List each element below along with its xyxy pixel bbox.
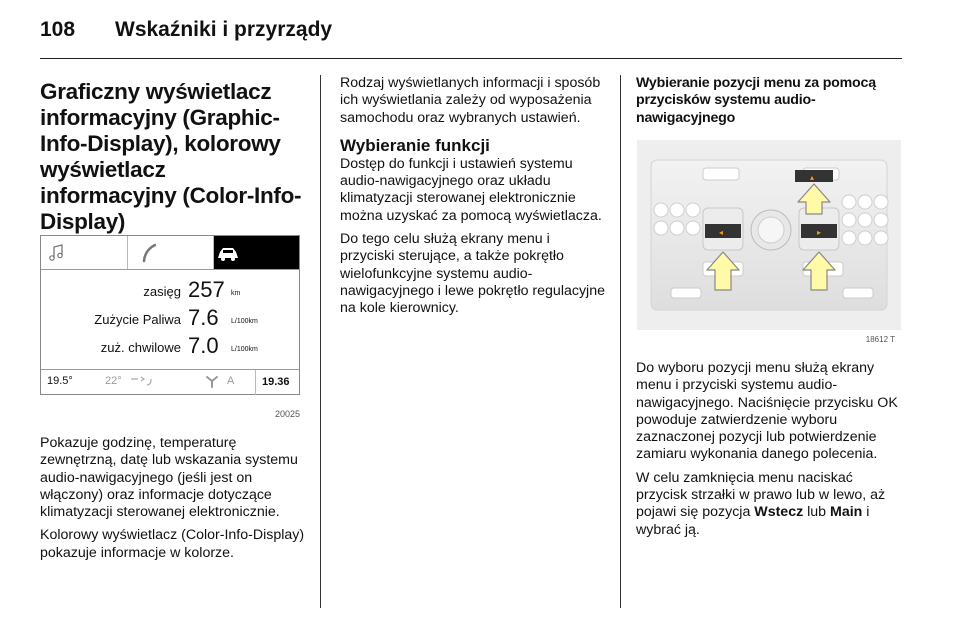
page-number: 108 bbox=[40, 18, 76, 41]
column-3 bbox=[636, 75, 904, 127]
display-tab-bar bbox=[41, 236, 299, 270]
fuel-consumption-value: 7.6 bbox=[188, 305, 219, 330]
keyword-back: Wstecz bbox=[754, 504, 804, 521]
audio-nav-controls-figure bbox=[637, 140, 901, 352]
instant-consumption-unit: L/100km bbox=[231, 346, 258, 353]
header-rule bbox=[40, 58, 902, 59]
range-label: zasięg bbox=[143, 284, 181, 299]
section-heading: Wybieranie funkcji bbox=[340, 135, 490, 155]
section-heading: Wybieranie pozycji menu za pomocą przycisków systemu audio-nawigacyjnego bbox=[636, 75, 876, 126]
fuel-consumption-unit: L/100km bbox=[231, 318, 258, 325]
range-value: 257 bbox=[188, 277, 225, 302]
svg-text:◂: ◂ bbox=[719, 228, 724, 237]
paragraph: Do wyboru pozycji menu służą ekrany menu i przyciski systemu audio-nawigacyjnego. Naciśnięcie przycisku OK powoduje zatwierdzenie wyboru zaznaczonej pozycji lub potwierdzenie zamiaru wykonania danego polecenia. bbox=[636, 360, 898, 463]
text-run: lub bbox=[803, 504, 831, 521]
section-title: Graficzny wyświetlacz informacyjny (Graphic-Info-Display), kolorowy wyświetlacz informacyjny (Color-Info-Display) bbox=[40, 79, 302, 234]
set-temperature: 22° bbox=[105, 375, 122, 387]
paragraph: Kolorowy wyświetlacz (Color-Info-Display) pokazuje informacje w kolorze. bbox=[40, 527, 305, 561]
figure-number: 20025 bbox=[274, 409, 300, 419]
radio-panel-illustration bbox=[637, 140, 901, 352]
fuel-consumption-label: Zużycie Paliwa bbox=[94, 312, 181, 327]
airflow-icon bbox=[129, 373, 155, 389]
vehicle-tab bbox=[214, 236, 299, 269]
page-header bbox=[40, 10, 920, 50]
chapter-title: Wskaźniki i przyrządy bbox=[115, 18, 333, 41]
instant-consumption-value: 7.0 bbox=[188, 333, 219, 358]
fan-icon bbox=[204, 374, 220, 388]
outside-temperature: 19.5° bbox=[47, 375, 73, 387]
column-divider bbox=[320, 75, 321, 608]
paragraph: Dostęp do funkcji i ustawień systemu audio-nawigacyjnego oraz układu klimatyzacji sterowanej elektronicznie można uzyskać za pomocą wyświetlacza. bbox=[340, 155, 602, 224]
music-note-icon bbox=[41, 236, 127, 269]
display-status-bar bbox=[41, 369, 299, 395]
paragraph bbox=[636, 470, 904, 539]
instant-consumption-row bbox=[41, 330, 299, 360]
keyword-main: Main bbox=[830, 504, 863, 521]
phone-icon bbox=[128, 236, 213, 269]
clock: 19.36 bbox=[255, 370, 302, 395]
display-screen bbox=[40, 235, 300, 395]
column-2 bbox=[340, 75, 605, 324]
column-divider bbox=[620, 75, 621, 608]
phone-tab bbox=[128, 236, 214, 269]
figure-number: 18612 T bbox=[865, 335, 895, 344]
fuel-consumption-row bbox=[41, 302, 299, 332]
instant-consumption-label: zuż. chwilowe bbox=[100, 340, 181, 355]
music-tab bbox=[41, 236, 128, 269]
svg-text:▸: ▸ bbox=[817, 228, 822, 237]
column-1 bbox=[40, 75, 305, 235]
svg-text:▴: ▴ bbox=[810, 173, 815, 182]
ac-mode: A bbox=[227, 375, 235, 387]
car-icon bbox=[214, 236, 299, 269]
text-run: i wybrać ją. bbox=[636, 504, 870, 538]
column-1-text bbox=[40, 435, 305, 568]
text-run: W celu zamknięcia menu naciskać przycisk strzałki w prawo lub w lewo, aż pojawi się pozycja bbox=[636, 469, 886, 521]
range-unit: km bbox=[231, 290, 241, 297]
info-display-figure bbox=[40, 212, 302, 424]
column-3-text bbox=[636, 360, 904, 545]
paragraph: Rodzaj wyświetlanych informacji i sposób ich wyświetlania zależy od wyposażenia samochodu oraz wybranych ustawień. bbox=[340, 75, 601, 126]
paragraph: Pokazuje godzinę, temperaturę zewnętrzną, datę lub wskazania systemu audio-nawigacyjnego (jeśli jest on włączony) oraz informacje dotyczące klimatyzacji sterowanej elektronicznie. bbox=[40, 435, 298, 521]
paragraph: Do tego celu służą ekrany menu i przyciski sterujące, a także pokrętło wielofunkcyjne systemu audio-nawigacyjnego i lewe pokrętło regulacyjne na kole kierownicy. bbox=[340, 231, 605, 317]
range-row bbox=[41, 274, 299, 304]
